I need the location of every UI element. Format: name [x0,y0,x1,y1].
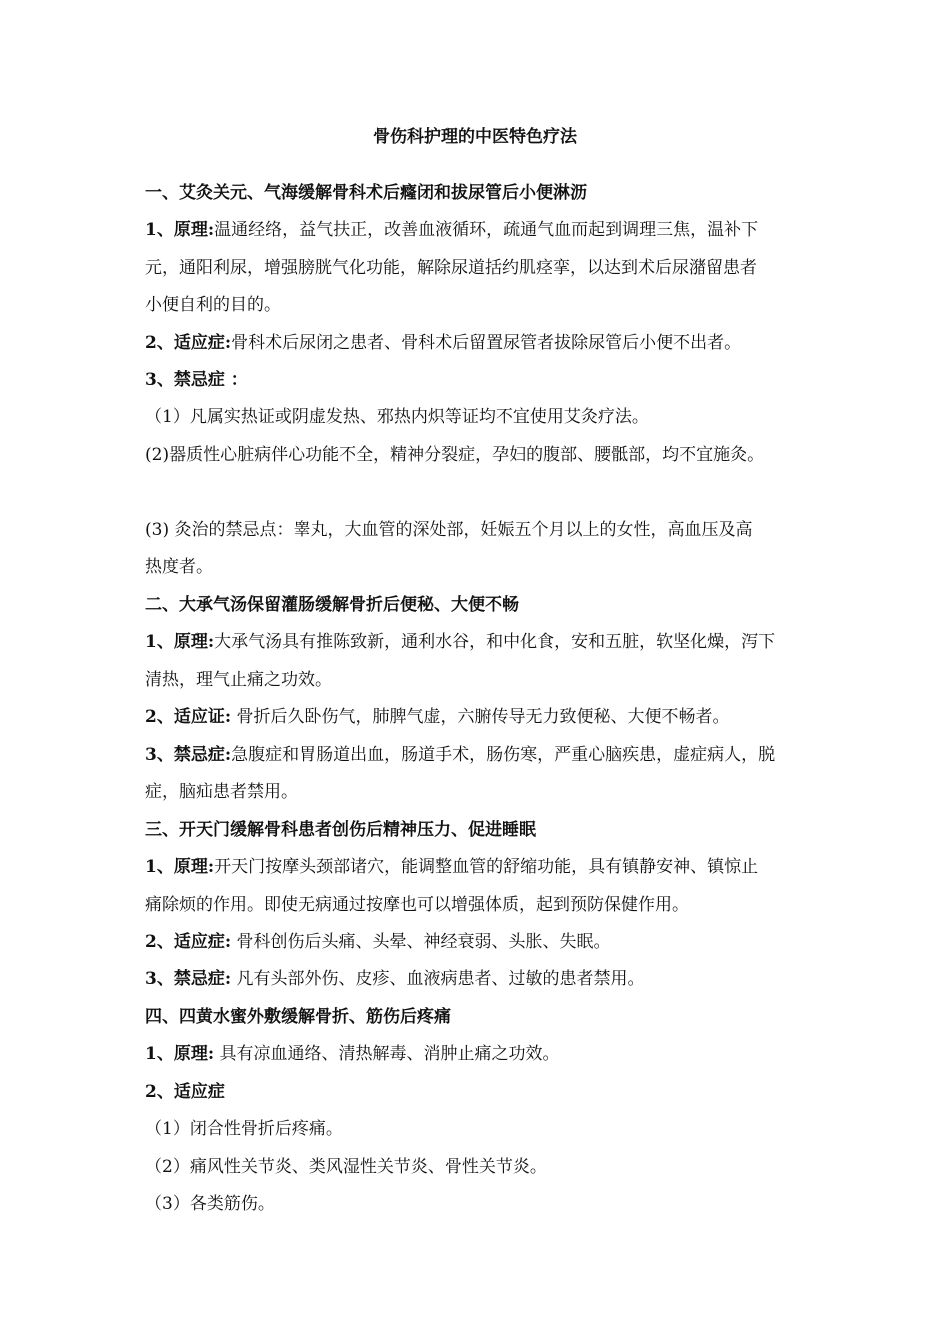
paragraph-line: 症，脑疝患者禁用。 [145,782,298,802]
section-3-principle [145,854,825,880]
section-2-contraindication [145,742,825,768]
principle-label: 1、原理: [145,632,215,652]
paragraph-line: 元，通阳利尿，增强膀胱气化功能，解除尿道括约肌痉挛，以达到术后尿潴留患者 [145,258,757,278]
section-4-principle [145,1041,825,1067]
paragraph-text: 骨折后久卧伤气，肺脾气虚，六腑传导无力致便秘、大便不畅者。 [231,707,730,727]
paragraph-text: 急腹症和胃肠道出血，肠道手术，肠伤寒，严重心脑疾患，虚症病人，脱 [231,745,776,765]
paragraph-text: 凡有头部外伤、皮疹、血液病患者、过敏的患者禁用。 [231,969,645,989]
section-3-heading: 三、开天门缓解骨科患者创伤后精神压力、促进睡眠 [145,820,536,840]
indication-label: 2、适应症: [145,333,232,353]
contraindication-item: (3) 灸治的禁忌点：睾丸，大血管的深处部，妊娠五个月以上的女性，高血压及高 [145,520,753,540]
paragraph-text: 具有凉血通络、清热解毒、消肿止痛之功效。 [214,1044,560,1064]
section-4-indication-label: 2、适应症 [145,1082,225,1102]
paragraph-line: 清热，理气止痛之功效。 [145,670,332,690]
principle-label: 1、原理: [145,857,215,877]
paragraph-text: 温通经络，益气扶正，改善血液循环，疏通气血而起到调理三焦，温补下 [214,220,759,240]
section-1-indication [145,330,825,356]
section-1-contraindication-label: 3、禁忌症 ： [145,370,248,390]
indication-label: 2、适应症: [145,932,232,952]
contraindication-item: （1）凡属实热证或阴虚发热、邪热内炽等证均不宜使用艾灸疗法。 [145,407,649,427]
paragraph-text: 骨科术后尿闭之患者、骨科术后留置尿管者拔除尿管后小便不出者。 [231,333,742,353]
indication-item: （3）各类筋伤。 [145,1194,275,1214]
section-4-heading: 四、四黄水蜜外敷缓解骨折、筋伤后疼痛 [145,1007,451,1027]
paragraph-text: 大承气汤具有推陈致新，通利水谷，和中化食，安和五脏，软坚化燥，泻下 [214,632,776,652]
section-3-indication [145,929,825,955]
contraindication-label: 3、禁忌症: [145,745,232,765]
section-3-contraindication [145,966,825,992]
section-1-heading: 一、艾灸关元、气海缓解骨科术后癃闭和拔尿管后小便淋沥 [145,183,587,203]
paragraph-line: 痛除烦的作用。即使无病通过按摩也可以增强体质，起到预防保健作用。 [145,895,689,915]
contraindication-item: (2)器质性心脏病伴心功能不全，精神分裂症，孕妇的腹部、腰骶部，均不宜施灸。 [145,445,765,465]
indication-item: （1）闭合性骨折后疼痛。 [145,1119,343,1139]
paragraph-text: 开天门按摩头颈部诸穴，能调整血管的舒缩功能，具有镇静安神、镇惊止 [214,857,759,877]
section-2-heading: 二、大承气汤保留灌肠缓解骨折后便秘、大便不畅 [145,595,519,615]
section-2-principle [145,629,825,655]
principle-label: 1、原理: [145,220,215,240]
paragraph-line: 小便自利的目的。 [145,295,281,315]
indication-label: 2、适应证: [145,707,232,727]
paragraph-text: 骨科创伤后头痛、头晕、神经衰弱、头胀、失眠。 [231,932,611,952]
section-1-principle [145,217,825,243]
section-2-indication [145,704,825,730]
indication-item: （2）痛风性关节炎、类风湿性关节炎、骨性关节炎。 [145,1157,547,1177]
principle-label: 1、原理: [145,1044,215,1064]
page-title: 骨伤科护理的中医特色疗法 [373,127,577,147]
paragraph-line: 热度者。 [145,557,213,577]
contraindication-label: 3、禁忌症: [145,969,232,989]
